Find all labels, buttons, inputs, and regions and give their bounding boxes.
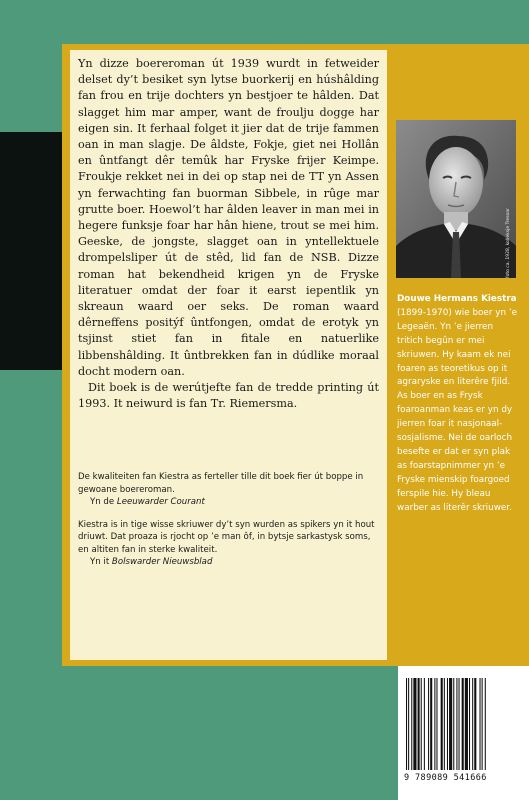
barcode-bars: [398, 666, 529, 772]
review-quotes: [78, 471, 379, 579]
barcode-bar: [434, 678, 435, 770]
barcode-bar: [474, 678, 476, 770]
blurb: [78, 56, 379, 412]
barcode-bar: [418, 678, 420, 770]
blurb-paragraph-2: Dit boek is de werútjefte fan de tredde printing út 1993. It neiwurd is fan Tr. Riemersma.: [78, 381, 379, 411]
barcode-bar: [408, 678, 409, 770]
abbr-tt: TT: [309, 170, 325, 184]
left-green-stripe: [0, 0, 64, 800]
barcode-bar: [430, 678, 432, 770]
author-name: Douwe Hermans Kiestra: [397, 294, 517, 304]
barcode-bar: [449, 678, 452, 770]
photo-credit: foto ca. 1928, kolleksje Tresoar: [506, 208, 511, 278]
author-portrait-image: [396, 120, 516, 278]
quote-source: Yn de Leeuwarder Courant: [90, 497, 205, 507]
barcode-bar: [441, 678, 443, 770]
barcode-number: 9 789089 541666: [404, 773, 487, 783]
author-photo: [396, 120, 516, 278]
barcode-bar: [456, 678, 457, 770]
isbn-barcode: [398, 666, 529, 800]
barcode-bar: [465, 678, 468, 770]
barcode-bar: [480, 678, 481, 770]
review-quote: [78, 471, 379, 509]
barcode-bar: [406, 678, 407, 770]
text-panel: [70, 50, 387, 660]
barcode-bar: [444, 678, 445, 770]
barcode-bar: [436, 678, 437, 770]
dark-band: [0, 132, 64, 370]
quote-text: Kiestra is in tige wisse skriuwer dy’t syn wurden as spikers yn it hout driuwt. Dat proaza is rjocht op ’e man ôf, in bytsje sarkastysk soms, en altiten fan in sterke kwaliteit.: [78, 519, 375, 555]
barcode-bar: [421, 678, 422, 770]
barcode-bar: [411, 678, 412, 770]
author-bio: [397, 293, 520, 516]
barcode-bar: [485, 678, 486, 770]
barcode-bar: [472, 678, 473, 770]
quote-source: Yn it Bolswarder Nieuwsblad: [90, 557, 213, 567]
author-bio-text: (1899-1970) wie boer yn ’e Legeaën. Yn ’e jierren tritich begûn er mei skriuwen. Hy kaam ek nei foaren as teoretikus op it agraryske en literêre fjild. As boer en as Frysk foaroanman keas er yn dy jierren foar it nasjonaal-sosjalisme. Nei de oarloch besefte er dat er syn plak as foarstapnimmer yn ’e Fryske mienskip foargoed ferspile hie. Hy bleau warber as literêr skriuwer.: [397, 307, 518, 513]
barcode-bar: [447, 678, 448, 770]
barcode-bar: [462, 678, 464, 770]
abbr-nsb: NSB: [311, 251, 337, 265]
barcode-bar: [459, 678, 460, 770]
barcode-bar: [424, 678, 425, 770]
barcode-bar: [413, 678, 416, 770]
review-quote: [78, 519, 379, 569]
quote-text: De kwaliteiten fan Kiestra as ferteller tille dit boek fier út boppe in gewoane boereroman.: [78, 472, 364, 495]
barcode-bar: [453, 678, 454, 770]
barcode-bar: [469, 678, 470, 770]
blurb-paragraph-1: Yn dizze boereroman út 1939 wurdt in fetweider delset dy’t besiket syn lytse buorkerij en húshâlding fan frou en trije dochters yn bestjoer te hâlden. Dat slagget him mar amper, want de froulju dogge har eigen sin. It ferhaal folget it jier dat de trije fammen oan in man slagje. De âldste, Fokje, giet nei Hollân en ûntfangt dêr temûk har Fryske frijer Keimpe. Froukje rekket nei in dei op stap nei de TT yn Assen yn ferwachting fan buorman Sibbele, in rûge mar grutte boer. Hoewol’t har âlden leaver in man mei in hegere funksje foar har hân hiene, trout se mei him. Geeske, de jongste, slagget oan in yntellektuele drompelsliper út de stêd, lid fan de NSB. Dizze roman hat bekendheid krigen yn de Fryske literatuer omdat der foar it earst iepentlik yn skreaun waard oer seks. De roman waard dêrneffens positýf ûntfongen, omdat de erotyk yn tsjinst stiet fan in fitale en natuerlike libbenshâlding. It ûntbrekken fan in dúdlike moraal docht modern oan.: [78, 57, 379, 378]
barcode-bar: [482, 678, 483, 770]
barcode-bar: [428, 678, 429, 770]
